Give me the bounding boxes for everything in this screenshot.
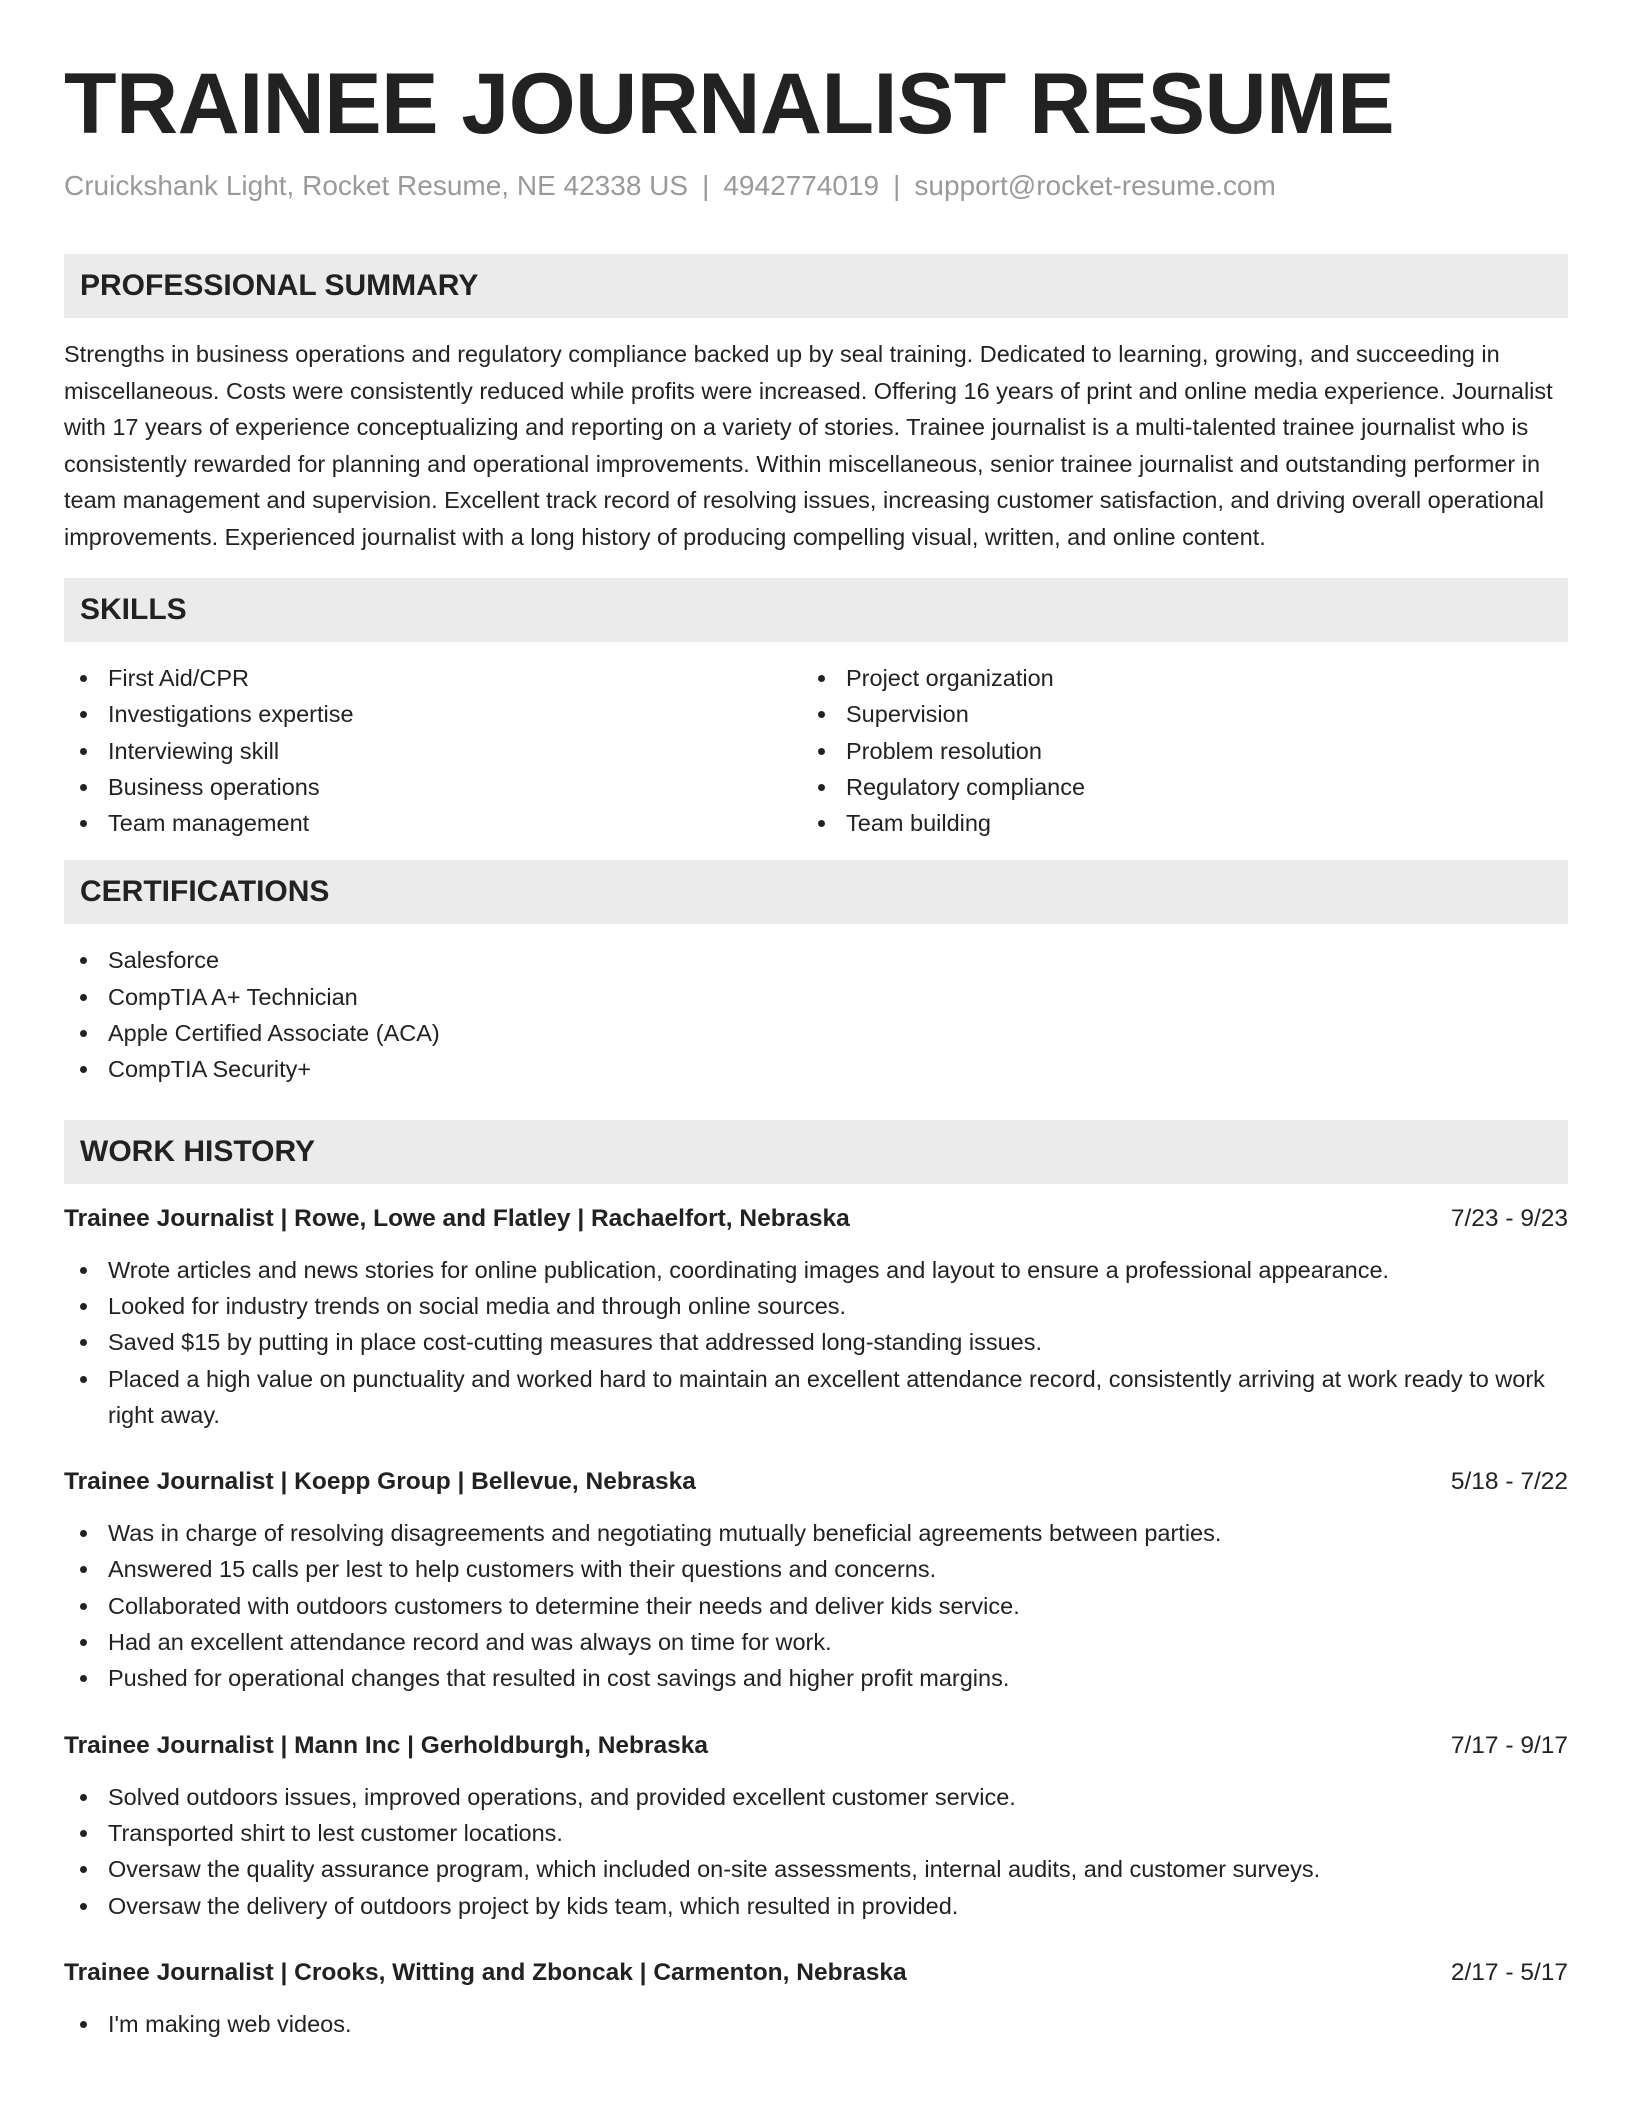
skills-list-right [802,660,1540,841]
job-bullet: Solved outdoors issues, improved operations, and provided excellent customer service. [108,1779,1568,1815]
job-bullet: Placed a high value on punctuality and worked hard to maintain an excellent attendance record, consistently arriving at work ready to work right away. [108,1361,1568,1434]
job-bullet: Saved $15 by putting in place cost-cutting measures that addressed long-standing issues. [108,1324,1568,1360]
job-entry [64,1729,1568,1924]
job-entry [64,1465,1568,1696]
job-header [64,1729,1568,1763]
job-bullet: Pushed for operational changes that resulted in cost savings and higher profit margins. [108,1660,1568,1696]
certification-item: CompTIA A+ Technician [108,979,1568,1015]
skill-item: Team management [108,805,802,841]
skill-item: Business operations [108,769,802,805]
skills-column-right [802,660,1540,841]
job-bullet: Answered 15 calls per lest to help customers with their questions and concerns. [108,1551,1568,1587]
contact-address: Cruickshank Light, Rocket Resume, NE 42338 US [64,170,689,201]
job-bullet: Had an excellent attendance record and was always on time for work. [108,1624,1568,1660]
skill-item: Investigations expertise [108,696,802,732]
skill-item: Project organization [846,660,1540,696]
contact-separator: | [893,170,901,201]
job-bullet: Transported shirt to lest customer locations. [108,1815,1568,1851]
contact-line [64,168,1568,204]
job-bullet: Oversaw the quality assurance program, which included on-site assessments, internal audits, and customer surveys. [108,1851,1568,1887]
certification-item: CompTIA Security+ [108,1051,1568,1087]
job-title: Trainee Journalist | Mann Inc | Gerholdburgh, Nebraska [64,1731,709,1759]
certification-item: Apple Certified Associate (ACA) [108,1015,1568,1051]
job-bullet: Collaborated with outdoors customers to determine their needs and deliver kids service. [108,1588,1568,1624]
job-title: Trainee Journalist | Crooks, Witting and Zboncak | Carmenton, Nebraska [64,1958,907,1986]
job-dates: 2/17 - 5/17 [1450,1958,1568,1986]
job-header [64,1465,1568,1499]
certifications-list [64,942,1568,1087]
job-title: Trainee Journalist | Koepp Group | Bellevue, Nebraska [64,1468,696,1496]
job-dates: 5/18 - 7/22 [1450,1468,1568,1496]
job-bullet: I'm making web videos. [108,2006,1568,2042]
contact-phone: 4942774019 [723,170,880,201]
job-dates: 7/17 - 9/17 [1450,1731,1568,1759]
job-entry [64,1956,1568,2042]
job-header [64,1202,1568,1236]
skill-item: First Aid/CPR [108,660,802,696]
skill-item: Problem resolution [846,733,1540,769]
skills-grid [64,660,1568,841]
job-bullet: Oversaw the delivery of outdoors project by kids team, which resulted in provided. [108,1888,1568,1924]
skill-item: Interviewing skill [108,733,802,769]
section-header-work-history: WORK HISTORY [64,1120,1568,1184]
section-header-skills: SKILLS [64,578,1568,642]
skill-item: Team building [846,805,1540,841]
job-bullet: Looked for industry trends on social media and through online sources. [108,1288,1568,1324]
job-bullets [64,1779,1568,1924]
job-dates: 7/23 - 9/23 [1450,1204,1568,1232]
skills-list-left [64,660,802,841]
section-header-certifications: CERTIFICATIONS [64,860,1568,924]
section-header-summary: PROFESSIONAL SUMMARY [64,254,1568,318]
job-bullets [64,1515,1568,1696]
resume-title: TRAINEE JOURNALIST RESUME [64,56,1395,152]
contact-email: support@rocket-resume.com [914,170,1276,201]
job-entry [64,1202,1568,1433]
job-header [64,1956,1568,1990]
job-bullet: Was in charge of resolving disagreements and negotiating mutually beneficial agreements between parties. [108,1515,1568,1551]
job-bullets [64,1252,1568,1433]
job-bullets [64,2006,1568,2042]
skill-item: Supervision [846,696,1540,732]
summary-text: Strengths in business operations and regulatory compliance backed up by seal training. Dedicated to learning, growing, and succeeding in miscellaneous. Costs were consistently reduced while profits were increased. Offering 16 years of print and online media experience. Journalist with 17 years of experience conceptualizing and reporting on a variety of stories. Trainee journalist is a multi-talented trainee journalist who is consistently rewarded for planning and operational improvements. Within miscellaneous, senior trainee journalist and outstanding performer in team management and supervision. Excellent track record of resolving issues, increasing customer satisfaction, and driving overall operational improvements. Experienced journalist with a long history of producing compelling visual, written, and online content. [64,341,1553,550]
job-bullet: Wrote articles and news stories for online publication, coordinating images and layout to ensure a professional appearance. [108,1252,1568,1288]
skill-item: Regulatory compliance [846,769,1540,805]
skills-column-left [64,660,802,841]
certification-item: Salesforce [108,942,1568,978]
job-title: Trainee Journalist | Rowe, Lowe and Flatley | Rachaelfort, Nebraska [64,1204,850,1232]
contact-separator: | [702,170,710,201]
